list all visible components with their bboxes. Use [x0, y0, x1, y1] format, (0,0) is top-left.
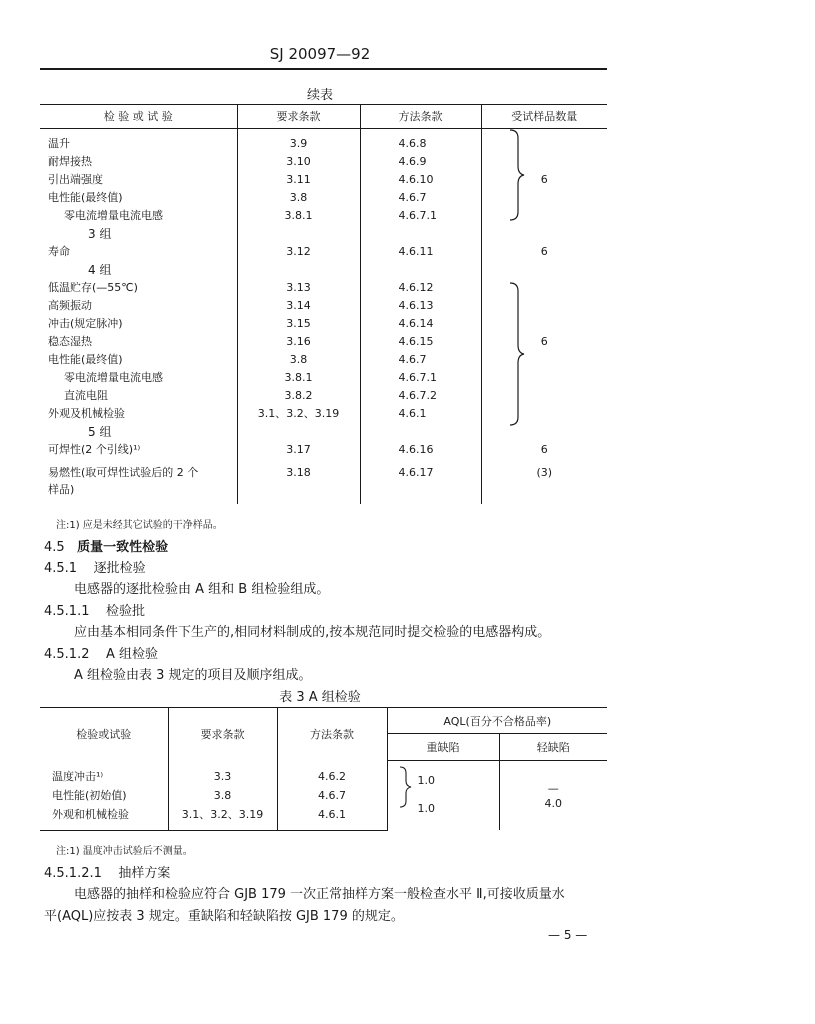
- requirement-clause: 3.14: [237, 297, 360, 315]
- major-aql-value: 1.0: [417, 774, 435, 787]
- sample-quantity: 6: [481, 333, 607, 351]
- paragraph: A 组检验由表 3 规定的项目及顺序组成。: [74, 668, 312, 683]
- table3-header-row: [40, 708, 607, 734]
- sample-quantity: 6: [481, 441, 607, 459]
- group2-brace-icon: [508, 128, 528, 222]
- section-title: 检验批: [106, 604, 146, 619]
- requirement-clause: 3.13: [237, 279, 360, 297]
- requirement-clause: [237, 423, 360, 441]
- sample-quantity: [481, 129, 607, 154]
- table-row: [40, 459, 607, 504]
- paragraph: 电感器的抽样和检验应符合 GJB 179 一次正常抽样方案一般检查水平 Ⅱ,可接收质量水: [74, 887, 565, 902]
- aql-brace-icon: [398, 765, 412, 809]
- group-label: 4 组: [88, 263, 112, 277]
- test-name: 低温贮存(—55℃): [48, 281, 138, 294]
- method-clause: 4.6.7: [277, 786, 387, 805]
- method-clause: 4.6.7.1: [360, 207, 481, 225]
- table-row: [40, 243, 607, 261]
- col-header-aql: AQL(百分不合格品率): [387, 708, 607, 734]
- requirement-clause: [237, 261, 360, 279]
- sample-quantity: [481, 351, 607, 369]
- test-name: 零电流增量电流电感: [64, 371, 163, 384]
- method-clause: 4.6.1: [277, 805, 387, 831]
- test-name: 零电流增量电流电感: [64, 209, 163, 222]
- sample-quantity: 6: [481, 243, 607, 261]
- table3-caption: 表 3 A 组检验: [279, 690, 361, 705]
- col-header-requirement: 要求条款: [237, 105, 360, 129]
- method-clause: 4.6.1: [360, 405, 481, 423]
- requirement-clause: 3.8: [237, 189, 360, 207]
- col-header-test: 检 验 或 试 验: [40, 105, 237, 129]
- major-aql-value-last: 1.0: [417, 802, 435, 815]
- requirement-clause: 3.1、3.2、3.19: [237, 405, 360, 423]
- table-row: [40, 761, 607, 786]
- section-heading-4-5: [44, 536, 168, 555]
- method-clause: [360, 423, 481, 441]
- col-header-requirement: 要求条款: [168, 708, 277, 761]
- group4-brace-icon: [508, 281, 528, 427]
- paragraph: 应由基本相同条件下生产的,相同材料制成的,按本规范同时提交检验的电感器构成。: [74, 625, 551, 640]
- requirement-clause: [237, 225, 360, 243]
- method-clause: 4.6.8: [360, 129, 481, 154]
- test-name: [40, 459, 237, 504]
- major-defect-cell: [387, 761, 499, 831]
- method-clause: 4.6.15: [360, 333, 481, 351]
- test-name: 耐焊接热: [48, 155, 92, 168]
- test-name: 可焊性(2 个引线)¹⁾: [48, 443, 141, 456]
- sample-quantity: [481, 153, 607, 171]
- sample-quantity: [481, 207, 607, 225]
- requirement-clause: 3.10: [237, 153, 360, 171]
- requirement-clause: 3.12: [237, 243, 360, 261]
- requirement-clause: 3.1、3.2、3.19: [168, 805, 277, 831]
- method-clause: [360, 261, 481, 279]
- table-header-row: [40, 105, 607, 129]
- page-number: — 5 —: [548, 928, 588, 942]
- group-row: [40, 225, 607, 243]
- test-name: 电性能(最终值): [48, 191, 123, 204]
- requirement-clause: 3.18: [237, 459, 360, 504]
- test-name: 电性能(初始值): [52, 788, 127, 802]
- minor-defect-cell: [499, 761, 607, 831]
- method-clause: 4.6.9: [360, 153, 481, 171]
- document-id: SJ 20097—92: [269, 45, 371, 63]
- requirement-clause: 3.9: [237, 129, 360, 154]
- requirement-clause: 3.3: [168, 761, 277, 786]
- section-title: A 组检验: [106, 647, 159, 662]
- group-label: 3 组: [88, 227, 112, 241]
- paragraph: 电感器的逐批检验由 A 组和 B 组检验组成。: [74, 582, 330, 597]
- col-header-major-defect: 重缺陷: [387, 734, 499, 761]
- group-row: [40, 261, 607, 279]
- test-name-continued: 样品): [48, 483, 75, 496]
- method-clause: 4.6.7: [360, 351, 481, 369]
- table-note: 注:1) 应是未经其它试验的干净样品。: [56, 520, 223, 531]
- paragraph: 平(AQL)应按表 3 规定。重缺陷和轻缺陷按 GJB 179 的规定。: [44, 909, 404, 924]
- requirement-clause: 3.8.1: [237, 207, 360, 225]
- test-name: 稳态湿热: [48, 335, 92, 348]
- sample-quantity: 6: [481, 171, 607, 189]
- col-header-method: 方法条款: [360, 105, 481, 129]
- sample-quantity: [481, 279, 607, 297]
- test-name: 外观和机械检验: [40, 805, 168, 831]
- col-header-test: 检验或试验: [76, 728, 132, 742]
- section-title: 逐批检验: [93, 561, 146, 576]
- requirement-clause: 3.8: [168, 786, 277, 805]
- requirement-clause: 3.8.2: [237, 387, 360, 405]
- section-number: 4.5.1: [44, 561, 78, 576]
- sample-quantity: [481, 405, 607, 423]
- sample-quantity: [481, 423, 607, 441]
- requirement-clause: 3.8: [237, 351, 360, 369]
- test-name: 易燃性(取可焊性试验后的 2 个: [48, 466, 199, 479]
- minor-aql-value: 4.0: [544, 797, 562, 810]
- group-label: 5 组: [88, 425, 112, 439]
- sample-quantity: [481, 261, 607, 279]
- requirement-clause: 3.17: [237, 441, 360, 459]
- table-row: [40, 441, 607, 459]
- section-title: 抽样方案: [118, 866, 171, 881]
- method-clause: 4.6.11: [360, 243, 481, 261]
- method-clause: 4.6.13: [360, 297, 481, 315]
- sample-quantity: [481, 225, 607, 243]
- method-clause: 4.6.14: [360, 315, 481, 333]
- col-header-quantity: 受试样品数量: [481, 105, 607, 129]
- test-name: 直流电阻: [64, 389, 108, 402]
- table3: [40, 707, 607, 831]
- method-clause: [360, 225, 481, 243]
- test-name: 外观及机械检验: [48, 407, 125, 420]
- method-clause: 4.6.7.2: [360, 387, 481, 405]
- requirement-clause: 3.11: [237, 171, 360, 189]
- sample-quantity: [481, 369, 607, 387]
- section-number: 4.5.1.1: [44, 604, 90, 619]
- requirement-clause: 3.16: [237, 333, 360, 351]
- requirement-clause: 3.15: [237, 315, 360, 333]
- section-heading-4-5-1-1: [44, 600, 145, 619]
- sample-quantity: [481, 189, 607, 207]
- section-number: 4.5.1.2: [44, 647, 90, 662]
- sample-quantity: (3): [481, 459, 607, 504]
- section-heading-4-5-1: [44, 557, 146, 576]
- method-clause: 4.6.12: [360, 279, 481, 297]
- test-name: 冲击(规定脉冲): [48, 317, 123, 330]
- section-heading-4-5-1-2: [44, 643, 158, 662]
- col-header-method: 方法条款: [277, 708, 387, 761]
- section-title: 质量一致性检验: [77, 540, 169, 555]
- method-clause: 4.6.2: [277, 761, 387, 786]
- method-clause: 4.6.10: [360, 171, 481, 189]
- method-clause: 4.6.7: [360, 189, 481, 207]
- method-clause: 4.6.7.1: [360, 369, 481, 387]
- section-number: 4.5: [44, 540, 65, 555]
- minor-aql-dash: —: [547, 782, 559, 795]
- sample-quantity: [481, 315, 607, 333]
- test-name: 温度冲击¹⁾: [52, 769, 104, 783]
- method-clause: 4.6.17: [360, 459, 481, 504]
- test-name: 高频振动: [48, 299, 92, 312]
- header-rule: [40, 68, 607, 70]
- sample-quantity: [481, 387, 607, 405]
- section-heading-4-5-1-2-1: [44, 862, 170, 881]
- section-number: 4.5.1.2.1: [44, 866, 102, 881]
- table-caption: 续表: [306, 88, 333, 103]
- sample-quantity: [481, 297, 607, 315]
- method-clause: 4.6.16: [360, 441, 481, 459]
- test-name: 引出端强度: [48, 173, 103, 186]
- test-name: 温升: [48, 137, 70, 150]
- col-header-minor-defect: 轻缺陷: [499, 734, 607, 761]
- test-name: 电性能(最终值): [48, 353, 123, 366]
- test-name: 寿命: [48, 245, 70, 258]
- requirement-clause: 3.8.1: [237, 369, 360, 387]
- table3-note: 注:1) 温度冲击试验后不测量。: [56, 846, 193, 857]
